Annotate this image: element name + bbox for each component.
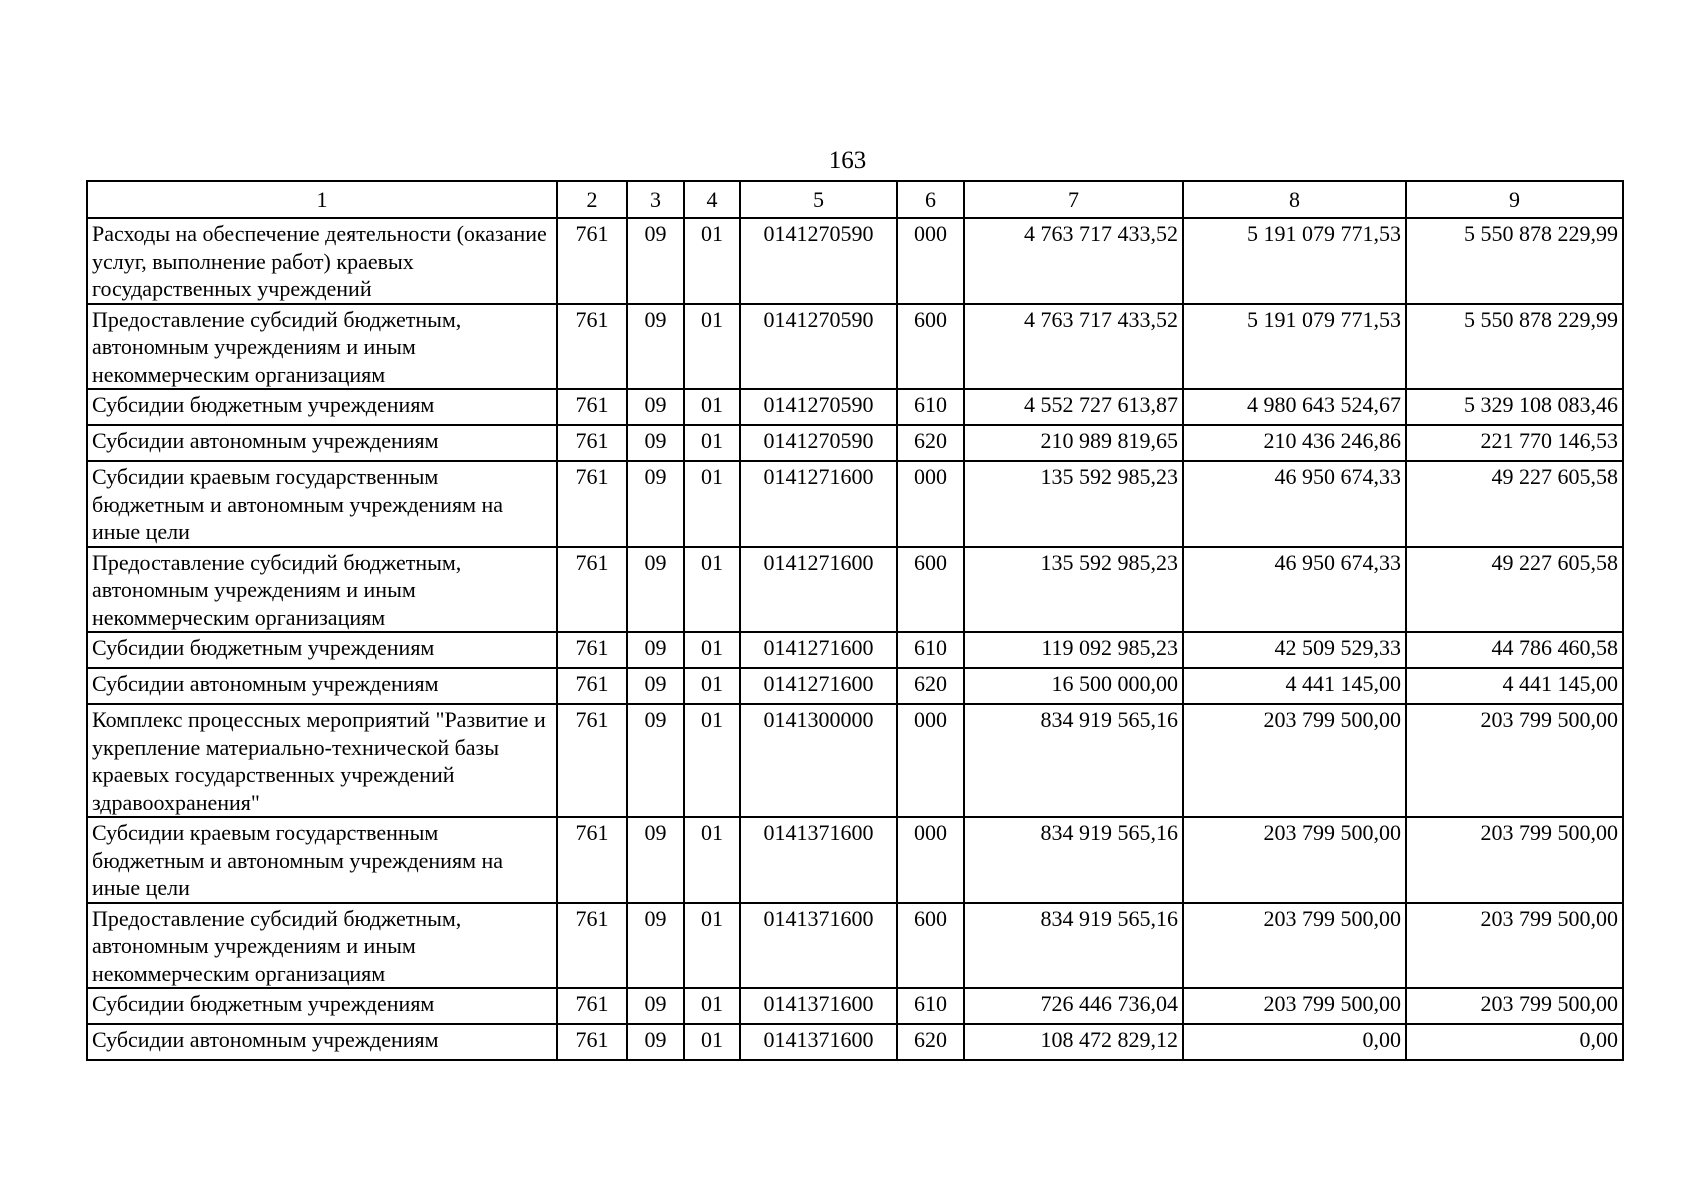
column-header: 5	[740, 181, 897, 218]
target-article-cell: 0141270590	[740, 218, 897, 304]
subsection-code-cell: 01	[684, 547, 740, 633]
target-article-cell: 0141271600	[740, 632, 897, 668]
column-header: 4	[684, 181, 740, 218]
column-header: 9	[1406, 181, 1623, 218]
subsection-code-cell: 01	[684, 1024, 740, 1060]
amount-col9-cell: 5 550 878 229,99	[1406, 218, 1623, 304]
amount-col9-cell: 221 770 146,53	[1406, 425, 1623, 461]
row-name-cell: Субсидии бюджетным учреждениям	[87, 988, 557, 1024]
row-name-cell: Комплекс процессных мероприятий "Развитие и укрепление материально-технической базы краевых государственных учреждений здравоохранения"	[87, 704, 557, 817]
expense-type-cell: 610	[897, 988, 964, 1024]
amount-col8-cell: 210 436 246,86	[1183, 425, 1406, 461]
target-article-cell: 0141371600	[740, 988, 897, 1024]
row-name-cell: Предоставление субсидий бюджетным, автономным учреждениям и иным некоммерческим организациям	[87, 547, 557, 633]
target-article-cell: 0141371600	[740, 903, 897, 989]
amount-col9-cell: 49 227 605,58	[1406, 547, 1623, 633]
amount-col8-cell: 203 799 500,00	[1183, 988, 1406, 1024]
expense-type-cell: 610	[897, 632, 964, 668]
table-row	[87, 1024, 1623, 1060]
amount-col7-cell: 834 919 565,16	[964, 817, 1183, 903]
amount-col7-cell: 119 092 985,23	[964, 632, 1183, 668]
row-name-cell: Предоставление субсидий бюджетным, автономным учреждениям и иным некоммерческим организациям	[87, 304, 557, 390]
expense-type-cell: 000	[897, 817, 964, 903]
amount-col7-cell: 4 552 727 613,87	[964, 389, 1183, 425]
column-header: 6	[897, 181, 964, 218]
ministry-code-cell: 761	[557, 218, 627, 304]
column-header: 1	[87, 181, 557, 218]
subsection-code-cell: 01	[684, 668, 740, 704]
expense-type-cell: 620	[897, 668, 964, 704]
subsection-code-cell: 01	[684, 218, 740, 304]
subsection-code-cell: 01	[684, 389, 740, 425]
amount-col7-cell: 108 472 829,12	[964, 1024, 1183, 1060]
subsection-code-cell: 01	[684, 425, 740, 461]
subsection-code-cell: 01	[684, 704, 740, 817]
amount-col9-cell: 44 786 460,58	[1406, 632, 1623, 668]
ministry-code-cell: 761	[557, 903, 627, 989]
table-row	[87, 425, 1623, 461]
target-article-cell: 0141371600	[740, 1024, 897, 1060]
expense-type-cell: 620	[897, 1024, 964, 1060]
expense-type-cell: 600	[897, 903, 964, 989]
row-name-cell: Субсидии автономным учреждениям	[87, 425, 557, 461]
amount-col8-cell: 42 509 529,33	[1183, 632, 1406, 668]
expense-type-cell: 610	[897, 389, 964, 425]
expense-type-cell: 620	[897, 425, 964, 461]
amount-col9-cell: 5 329 108 083,46	[1406, 389, 1623, 425]
expense-type-cell: 000	[897, 218, 964, 304]
amount-col9-cell: 4 441 145,00	[1406, 668, 1623, 704]
table-row	[87, 988, 1623, 1024]
amount-col8-cell: 5 191 079 771,53	[1183, 218, 1406, 304]
amount-col8-cell: 203 799 500,00	[1183, 903, 1406, 989]
target-article-cell: 0141271600	[740, 461, 897, 547]
section-code-cell: 09	[627, 668, 684, 704]
column-header: 7	[964, 181, 1183, 218]
amount-col9-cell: 203 799 500,00	[1406, 988, 1623, 1024]
ministry-code-cell: 761	[557, 304, 627, 390]
subsection-code-cell: 01	[684, 304, 740, 390]
amount-col9-cell: 5 550 878 229,99	[1406, 304, 1623, 390]
amount-col9-cell: 0,00	[1406, 1024, 1623, 1060]
section-code-cell: 09	[627, 988, 684, 1024]
amount-col7-cell: 135 592 985,23	[964, 547, 1183, 633]
amount-col9-cell: 203 799 500,00	[1406, 903, 1623, 989]
ministry-code-cell: 761	[557, 668, 627, 704]
section-code-cell: 09	[627, 817, 684, 903]
table-row	[87, 461, 1623, 547]
amount-col7-cell: 834 919 565,16	[964, 903, 1183, 989]
expense-type-cell: 600	[897, 304, 964, 390]
target-article-cell: 0141371600	[740, 817, 897, 903]
section-code-cell: 09	[627, 1024, 684, 1060]
column-header: 3	[627, 181, 684, 218]
amount-col7-cell: 726 446 736,04	[964, 988, 1183, 1024]
amount-col9-cell: 203 799 500,00	[1406, 704, 1623, 817]
amount-col7-cell: 210 989 819,65	[964, 425, 1183, 461]
amount-col7-cell: 16 500 000,00	[964, 668, 1183, 704]
amount-col8-cell: 46 950 674,33	[1183, 461, 1406, 547]
section-code-cell: 09	[627, 425, 684, 461]
table-row	[87, 704, 1623, 817]
subsection-code-cell: 01	[684, 817, 740, 903]
section-code-cell: 09	[627, 903, 684, 989]
amount-col8-cell: 203 799 500,00	[1183, 704, 1406, 817]
section-code-cell: 09	[627, 632, 684, 668]
table-row	[87, 817, 1623, 903]
section-code-cell: 09	[627, 704, 684, 817]
amount-col8-cell: 0,00	[1183, 1024, 1406, 1060]
amount-col7-cell: 135 592 985,23	[964, 461, 1183, 547]
budget-table	[86, 180, 1624, 1061]
ministry-code-cell: 761	[557, 425, 627, 461]
row-name-cell: Субсидии краевым государственным бюджетным и автономным учреждениям на иные цели	[87, 817, 557, 903]
target-article-cell: 0141270590	[740, 304, 897, 390]
table-row	[87, 389, 1623, 425]
column-header-row	[87, 181, 1623, 218]
subsection-code-cell: 01	[684, 988, 740, 1024]
row-name-cell: Субсидии краевым государственным бюджетным и автономным учреждениям на иные цели	[87, 461, 557, 547]
table-body	[87, 218, 1623, 1060]
ministry-code-cell: 761	[557, 389, 627, 425]
row-name-cell: Предоставление субсидий бюджетным, автономным учреждениям и иным некоммерческим организациям	[87, 903, 557, 989]
expense-type-cell: 000	[897, 461, 964, 547]
section-code-cell: 09	[627, 547, 684, 633]
table-row	[87, 668, 1623, 704]
table-row	[87, 903, 1623, 989]
amount-col8-cell: 4 980 643 524,67	[1183, 389, 1406, 425]
amount-col8-cell: 46 950 674,33	[1183, 547, 1406, 633]
subsection-code-cell: 01	[684, 461, 740, 547]
table-row	[87, 632, 1623, 668]
row-name-cell: Субсидии автономным учреждениям	[87, 1024, 557, 1060]
ministry-code-cell: 761	[557, 988, 627, 1024]
section-code-cell: 09	[627, 461, 684, 547]
subsection-code-cell: 01	[684, 903, 740, 989]
column-header: 2	[557, 181, 627, 218]
amount-col7-cell: 834 919 565,16	[964, 704, 1183, 817]
amount-col7-cell: 4 763 717 433,52	[964, 304, 1183, 390]
section-code-cell: 09	[627, 304, 684, 390]
amount-col9-cell: 203 799 500,00	[1406, 817, 1623, 903]
target-article-cell: 0141300000	[740, 704, 897, 817]
subsection-code-cell: 01	[684, 632, 740, 668]
amount-col8-cell: 4 441 145,00	[1183, 668, 1406, 704]
ministry-code-cell: 761	[557, 547, 627, 633]
section-code-cell: 09	[627, 218, 684, 304]
table-row	[87, 218, 1623, 304]
amount-col8-cell: 203 799 500,00	[1183, 817, 1406, 903]
amount-col9-cell: 49 227 605,58	[1406, 461, 1623, 547]
column-header: 8	[1183, 181, 1406, 218]
ministry-code-cell: 761	[557, 632, 627, 668]
ministry-code-cell: 761	[557, 461, 627, 547]
table-row	[87, 547, 1623, 633]
ministry-code-cell: 761	[557, 704, 627, 817]
expense-type-cell: 000	[897, 704, 964, 817]
row-name-cell: Субсидии бюджетным учреждениям	[87, 389, 557, 425]
row-name-cell: Субсидии бюджетным учреждениям	[87, 632, 557, 668]
target-article-cell: 0141271600	[740, 668, 897, 704]
amount-col7-cell: 4 763 717 433,52	[964, 218, 1183, 304]
ministry-code-cell: 761	[557, 1024, 627, 1060]
target-article-cell: 0141270590	[740, 425, 897, 461]
row-name-cell: Расходы на обеспечение деятельности (оказание услуг, выполнение работ) краевых государственных учреждений	[87, 218, 557, 304]
row-name-cell: Субсидии автономным учреждениям	[87, 668, 557, 704]
expense-type-cell: 600	[897, 547, 964, 633]
ministry-code-cell: 761	[557, 817, 627, 903]
amount-col8-cell: 5 191 079 771,53	[1183, 304, 1406, 390]
target-article-cell: 0141270590	[740, 389, 897, 425]
page-number: 163	[828, 147, 867, 174]
target-article-cell: 0141271600	[740, 547, 897, 633]
table-row	[87, 304, 1623, 390]
section-code-cell: 09	[627, 389, 684, 425]
